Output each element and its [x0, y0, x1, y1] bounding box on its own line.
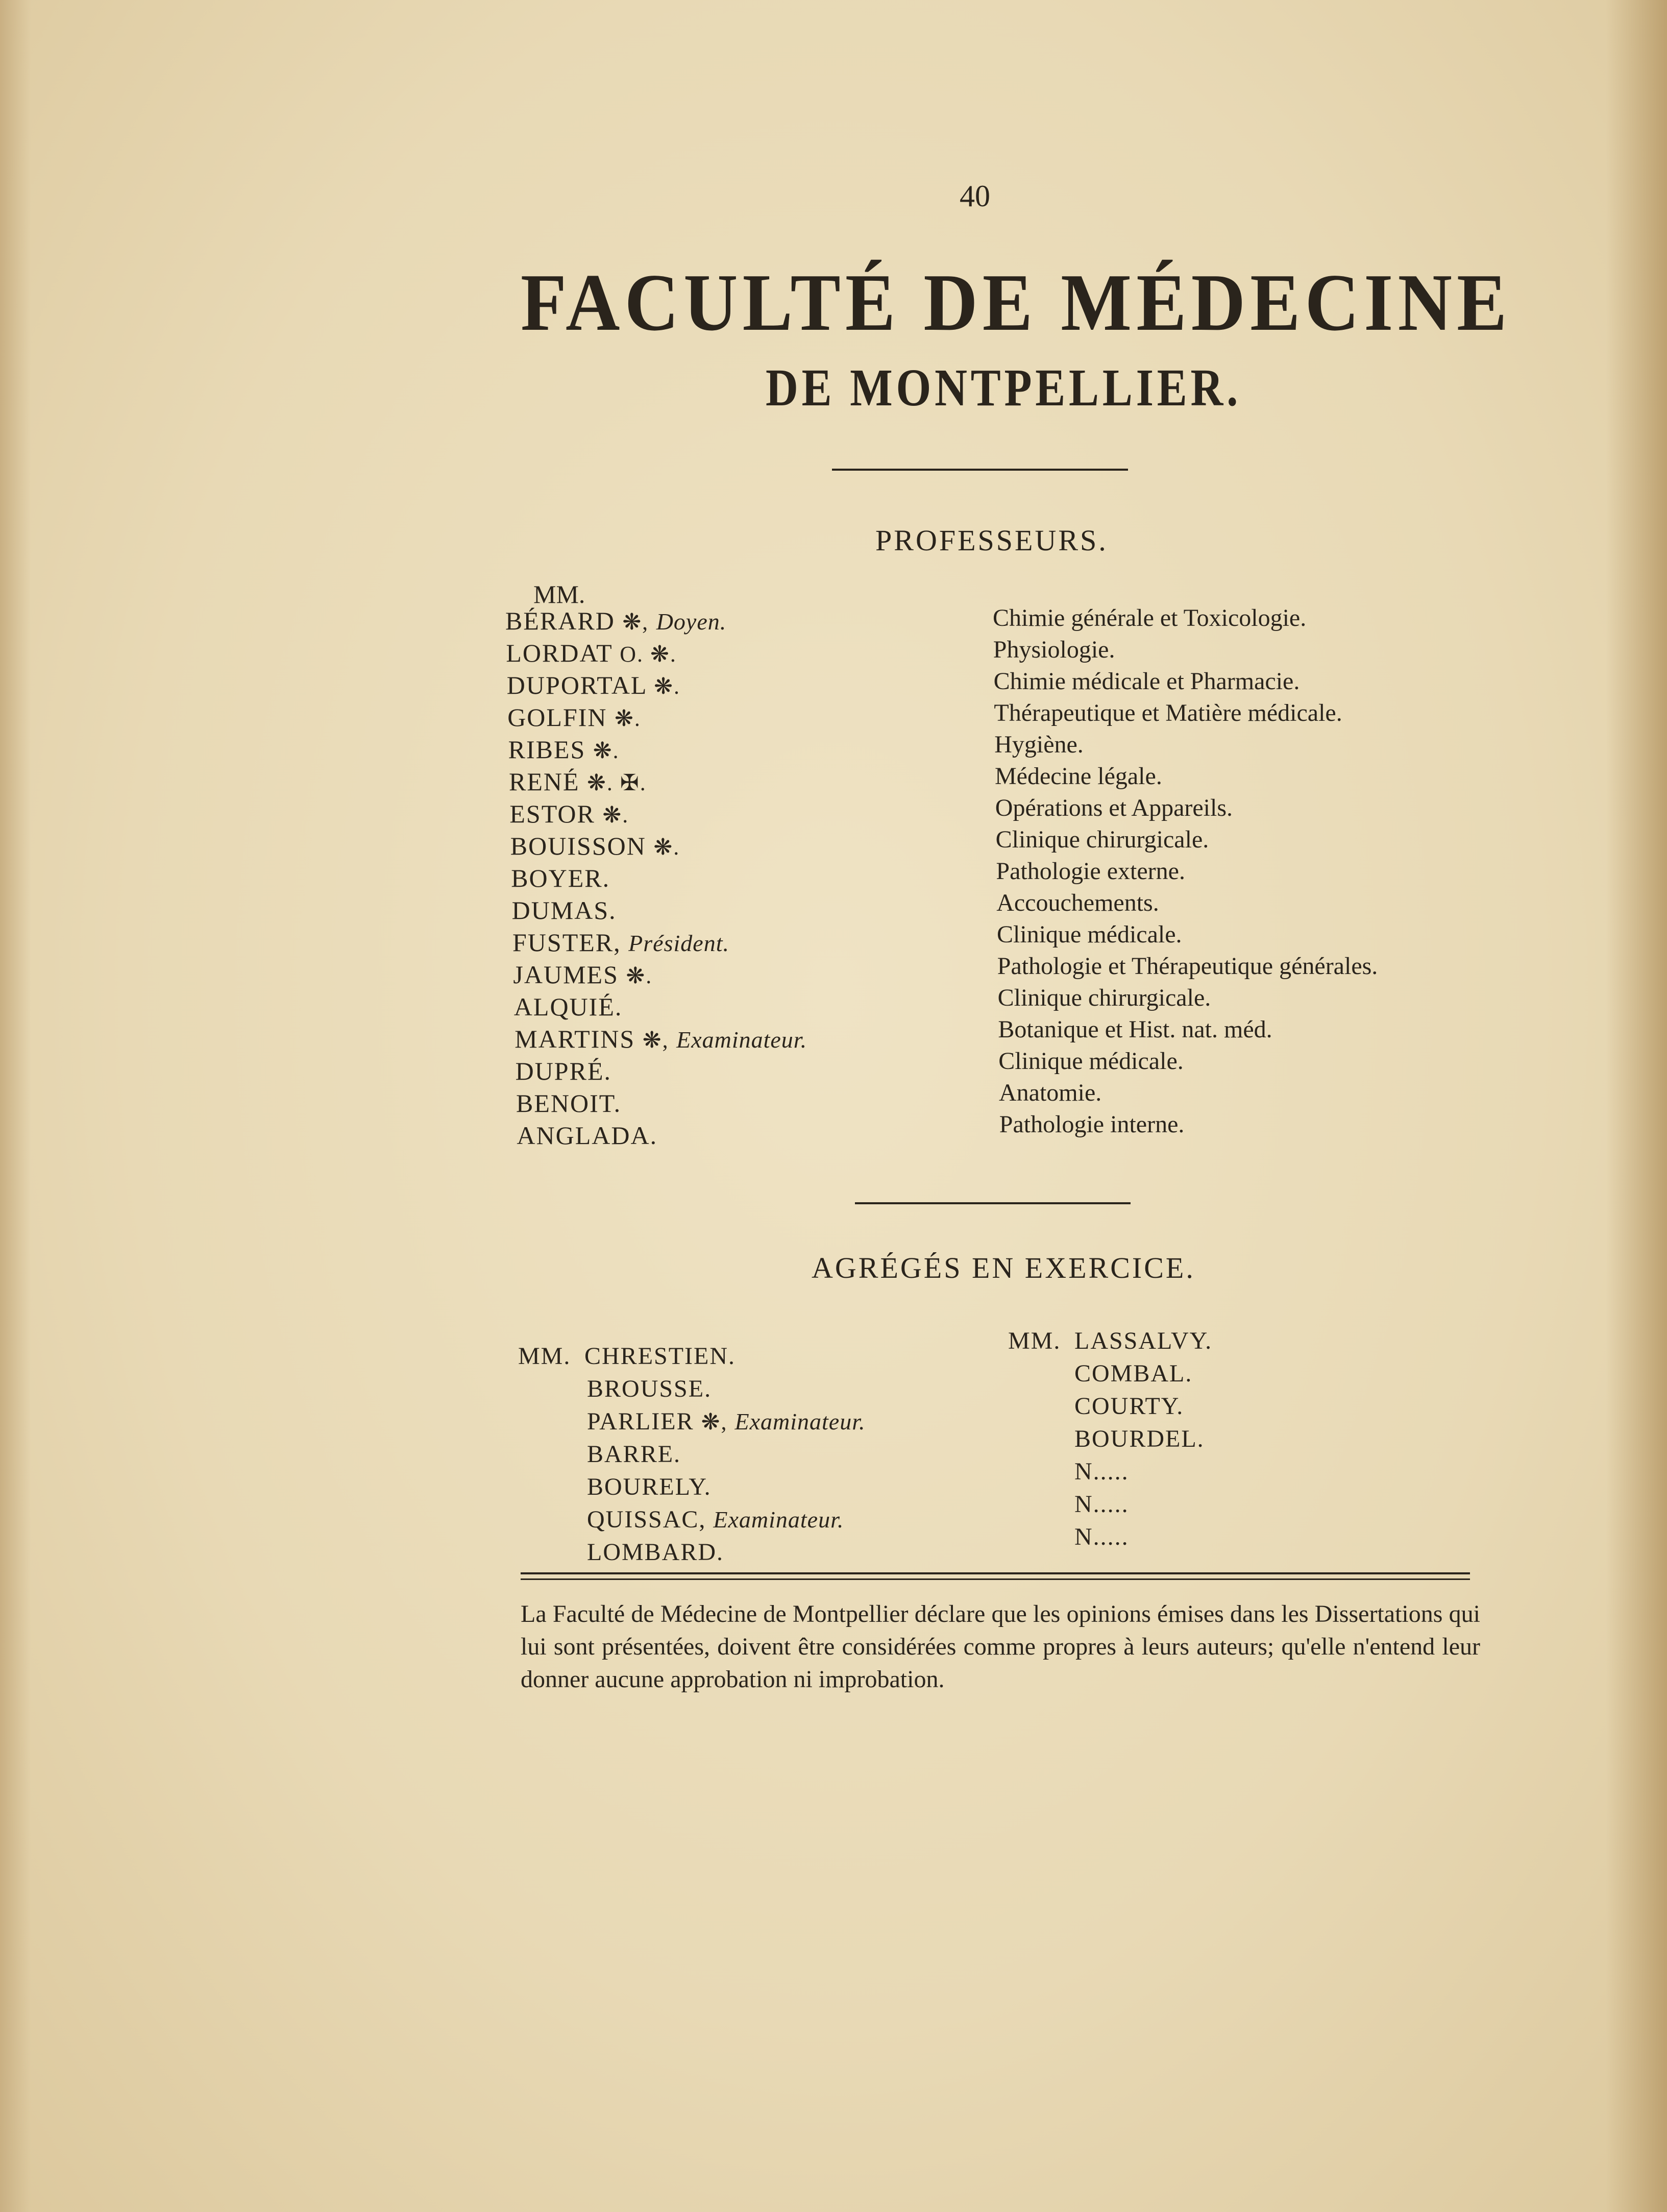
- agrege-name: COMBAL.: [1074, 1360, 1193, 1387]
- agrege-name: N.....: [1074, 1523, 1129, 1550]
- agrege-entry: [1008, 1488, 1212, 1521]
- agrege-name: N.....: [1074, 1458, 1129, 1485]
- agreges-right-list: [1008, 1325, 1212, 1553]
- professor-entry: [505, 1120, 807, 1152]
- page-number: 40: [960, 179, 990, 213]
- subject-entry: Clinique médicale.: [998, 1048, 1184, 1075]
- decoration-mark: ❋.: [615, 706, 641, 731]
- agrege-name: QUISSAC,: [587, 1506, 706, 1533]
- professor-entry: [505, 701, 807, 734]
- agreges-heading: AGRÉGÉS EN EXERCICE.: [812, 1251, 1195, 1284]
- subject-entry: Opérations et Appareils.: [995, 794, 1233, 821]
- professeurs-mm-label: MM.: [533, 580, 585, 609]
- professor-name: DUPRÉ.: [515, 1057, 612, 1085]
- title-divider: [832, 469, 1128, 471]
- agrege-entry: [518, 1503, 866, 1536]
- agrege-name: BARRE.: [587, 1441, 681, 1468]
- professor-name: RENÉ: [509, 767, 580, 796]
- agrege-name: N.....: [1074, 1491, 1129, 1518]
- agreges-mm-label: MM.: [518, 1343, 571, 1370]
- agrege-name: LOMBARD.: [587, 1539, 724, 1566]
- professor-name: LORDAT: [506, 639, 612, 667]
- double-rule-top: [521, 1572, 1470, 1574]
- professor-entry: [505, 798, 807, 830]
- decoration-mark: ❋.: [653, 835, 680, 860]
- decoration-mark: ❋.: [593, 738, 620, 763]
- subject-entry: Pathologie interne.: [999, 1111, 1185, 1138]
- agrege-role: Examinateur.: [713, 1506, 844, 1533]
- professor-name: DUMAS.: [511, 896, 617, 925]
- professor-entry: [505, 605, 807, 637]
- decoration-mark: ❋,: [701, 1409, 728, 1435]
- agrege-name: PARLIER: [587, 1408, 694, 1435]
- agreges-mm-label-right: MM.: [1008, 1327, 1061, 1354]
- agrege-entry: [518, 1536, 866, 1569]
- professor-name: JAUMES: [513, 960, 619, 989]
- decoration-mark: ❋,: [622, 610, 649, 635]
- subject-entry: Accouchements.: [996, 889, 1159, 916]
- professor-name: ESTOR: [509, 799, 595, 828]
- professor-role: Doyen.: [656, 609, 727, 635]
- subject-entry: Pathologie et Thérapeutique générales.: [997, 953, 1378, 980]
- agrege-entry: [1008, 1521, 1212, 1553]
- page-edge-shadow-right: [1606, 0, 1667, 2212]
- professor-entry: [505, 862, 807, 894]
- decoration-mark: ❋,: [642, 1028, 669, 1053]
- professor-name: ANGLADA.: [517, 1121, 658, 1150]
- page-subtitle: DE MONTPELLIER.: [766, 358, 1242, 417]
- professor-name: BOYER.: [511, 864, 610, 892]
- decoration-mark: ❋.: [654, 674, 680, 699]
- subject-entry: Anatomie.: [999, 1079, 1102, 1106]
- professor-entry: [505, 1087, 807, 1120]
- agrege-entry: [1008, 1423, 1212, 1455]
- subject-entry: Chimie médicale et Pharmacie.: [993, 668, 1300, 695]
- agreges-left-list: [518, 1340, 866, 1569]
- subject-entry: Chimie générale et Toxicologie.: [993, 604, 1307, 631]
- professor-entry: [505, 734, 807, 766]
- professor-name: DUPORTAL: [506, 671, 647, 699]
- subject-entry: Clinique médicale.: [997, 921, 1182, 948]
- professor-entry: [505, 1055, 807, 1087]
- professor-entry: [505, 894, 807, 927]
- agrege-name: COURTY.: [1074, 1393, 1184, 1420]
- professor-entry: [505, 830, 807, 862]
- agrege-entry: [518, 1438, 866, 1471]
- agrege-name: BOURDEL.: [1074, 1425, 1205, 1452]
- disclaimer-text: La Faculté de Médecine de Montpellier déclare que les opinions émises dans les Dissertations qui lui sont présentées, doivent être considérées comme propres à leurs auteurs; qu'elle n'entend leur donner aucune approbation ni improbation.: [521, 1600, 1480, 1693]
- agrege-entry: [518, 1340, 866, 1373]
- professor-entry: [505, 669, 807, 701]
- page-title: FACULTÉ DE MÉDECINE: [521, 257, 1512, 348]
- professor-name: FUSTER,: [512, 928, 621, 957]
- agrege-entry: [1008, 1325, 1212, 1357]
- professor-name: MARTINS: [514, 1025, 635, 1053]
- subject-entry: Clinique chirurgicale.: [997, 984, 1211, 1011]
- professor-role: Examinateur.: [676, 1027, 807, 1053]
- agrege-entry: [518, 1405, 866, 1438]
- agrege-role: Examinateur.: [734, 1408, 866, 1435]
- agrege-name: BOURELY.: [587, 1473, 712, 1500]
- professeurs-name-list: [505, 605, 807, 1152]
- professor-entry: [505, 959, 807, 991]
- professor-entry: [505, 766, 807, 798]
- subject-entry: Physiologie.: [993, 636, 1115, 663]
- decoration-mark: ❋.: [626, 963, 653, 988]
- agrege-name: BROUSSE.: [587, 1375, 712, 1402]
- professor-role: Président.: [628, 930, 729, 956]
- agrege-entry: [518, 1471, 866, 1503]
- professor-name: BOUISSON: [510, 832, 646, 860]
- professor-name: BÉRARD: [505, 606, 615, 635]
- decoration-mark: ❋.: [602, 803, 629, 828]
- professor-name: RIBES: [508, 735, 586, 764]
- professor-name: ALQUIÉ.: [513, 992, 623, 1021]
- professor-name: BENOIT.: [516, 1089, 622, 1117]
- professor-name: GOLFIN: [507, 703, 607, 732]
- subject-entry: Botanique et Hist. nat. méd.: [998, 1016, 1272, 1043]
- subject-entry: Pathologie externe.: [996, 858, 1185, 885]
- agrege-entry: [1008, 1455, 1212, 1488]
- subject-entry: Médecine légale.: [995, 763, 1162, 790]
- subject-entry: Hygiène.: [994, 731, 1084, 758]
- professor-entry: [505, 1023, 807, 1055]
- agrege-entry: [1008, 1357, 1212, 1390]
- agrege-name: CHRESTIEN.: [584, 1343, 736, 1370]
- agrege-entry: [1008, 1390, 1212, 1423]
- subject-entry: Clinique chirurgicale.: [995, 826, 1209, 853]
- professor-entry: [505, 991, 807, 1023]
- professeurs-subject-list: [993, 602, 1378, 1140]
- subject-entry: Thérapeutique et Matière médicale.: [994, 699, 1342, 726]
- professor-entry: [505, 637, 807, 669]
- page-edge-shadow-left: [0, 0, 31, 2212]
- section-divider: [855, 1202, 1131, 1204]
- decoration-mark: ❋. ✠.: [587, 770, 647, 795]
- professeurs-heading: PROFESSEURS.: [875, 524, 1108, 557]
- agrege-entry: [518, 1373, 866, 1405]
- decoration-mark: O. ❋.: [620, 642, 677, 667]
- double-rule-bottom: [521, 1578, 1470, 1580]
- agrege-name: LASSALVY.: [1074, 1327, 1213, 1354]
- professor-entry: [505, 927, 807, 959]
